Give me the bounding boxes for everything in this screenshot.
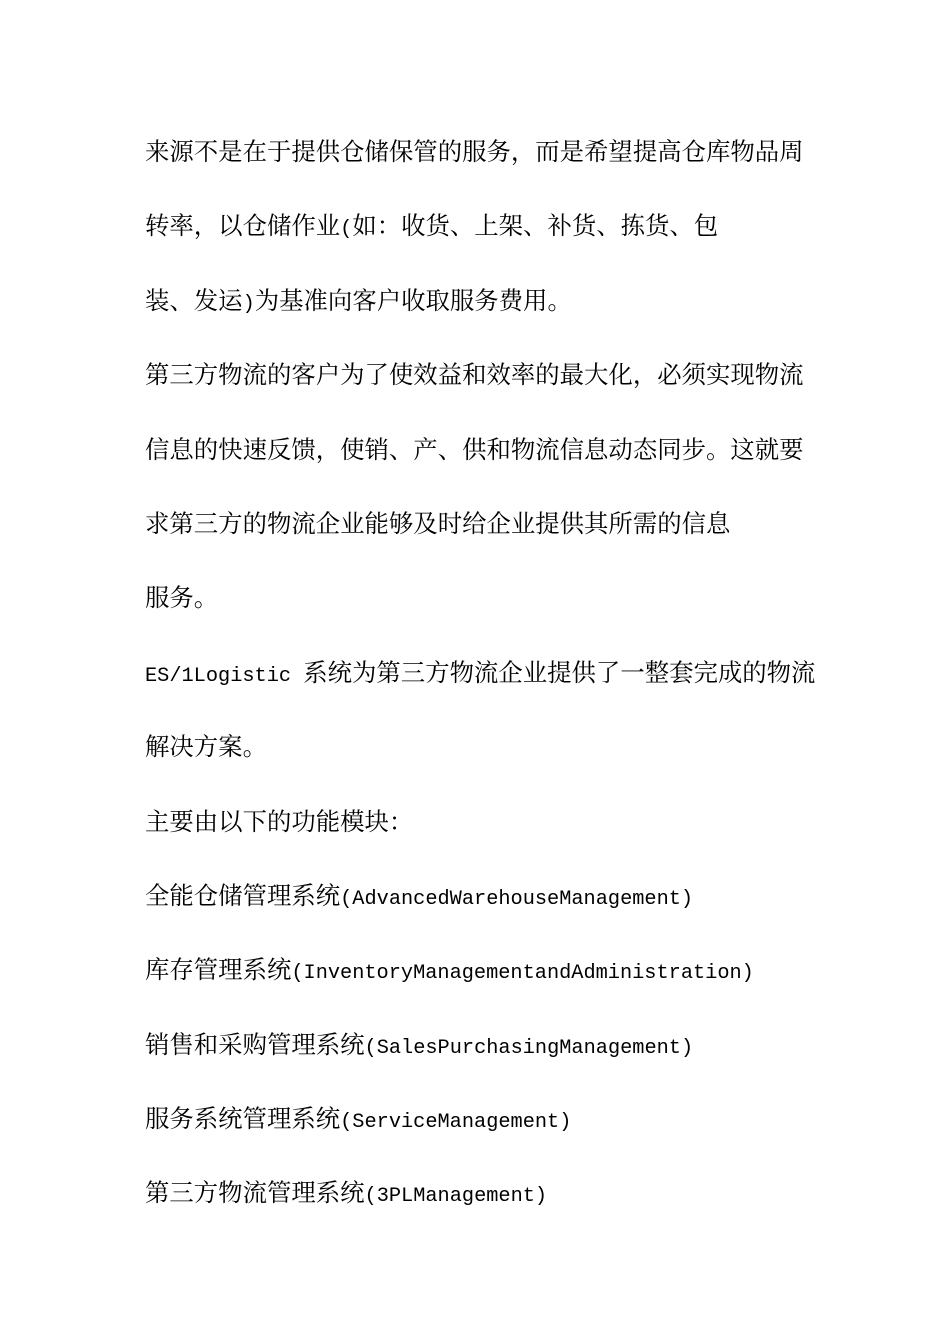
paragraph-line: 装、发运)为基准向客户收取服务费用。 xyxy=(145,285,572,316)
paragraph-line: 解决方案。 xyxy=(145,732,267,762)
paragraph-line: 转率，以仓储作业(如：收货、上架、补货、拣货、包 xyxy=(145,211,719,242)
latin-text-run: (InventoryManagementandAdministration) xyxy=(291,962,754,986)
module-list-item: 库存管理系统(InventoryManagementandAdministration) xyxy=(145,955,754,986)
paragraph-line: 来源不是在于提供仓储保管的服务，而是希望提高仓库物品周 xyxy=(145,137,804,166)
latin-text-run: ) xyxy=(242,292,255,316)
section-intro-line: 主要由以下的功能模块： xyxy=(145,806,414,836)
latin-text-run: (SalesPurchasingManagement) xyxy=(364,1036,694,1060)
latin-text-run: (ServiceManagement) xyxy=(340,1111,572,1135)
module-list-item: 销售和采购管理系统(SalesPurchasingManagement) xyxy=(145,1029,694,1060)
paragraph-line: 第三方物流的客户为了使效益和效率的最大化，必须实现物流 xyxy=(145,360,804,390)
paragraph-line: 信息的快速反馈，使销、产、供和物流信息动态同步。这就要 xyxy=(145,434,804,464)
paragraph-line: 服务。 xyxy=(145,583,219,613)
paragraph-line: 求第三方的物流企业能够及时给企业提供其所需的信息 xyxy=(145,508,731,538)
latin-text-run: ( xyxy=(340,218,353,242)
module-list-item: 服务系统管理系统(ServiceManagement) xyxy=(145,1104,572,1135)
module-list-item: 第三方物流管理系统(3PLManagement) xyxy=(145,1178,548,1209)
latin-text-run: (3PLManagement) xyxy=(364,1185,548,1209)
module-list-item: 全能仓储管理系统(AdvancedWarehouseManagement) xyxy=(145,880,694,911)
latin-text-run: ES/1Logistic xyxy=(145,664,304,688)
paragraph-line: ES/1Logistic 系统为第三方物流企业提供了一整套完成的物流 xyxy=(145,657,816,688)
latin-text-run: (AdvancedWarehouseManagement) xyxy=(340,887,694,911)
